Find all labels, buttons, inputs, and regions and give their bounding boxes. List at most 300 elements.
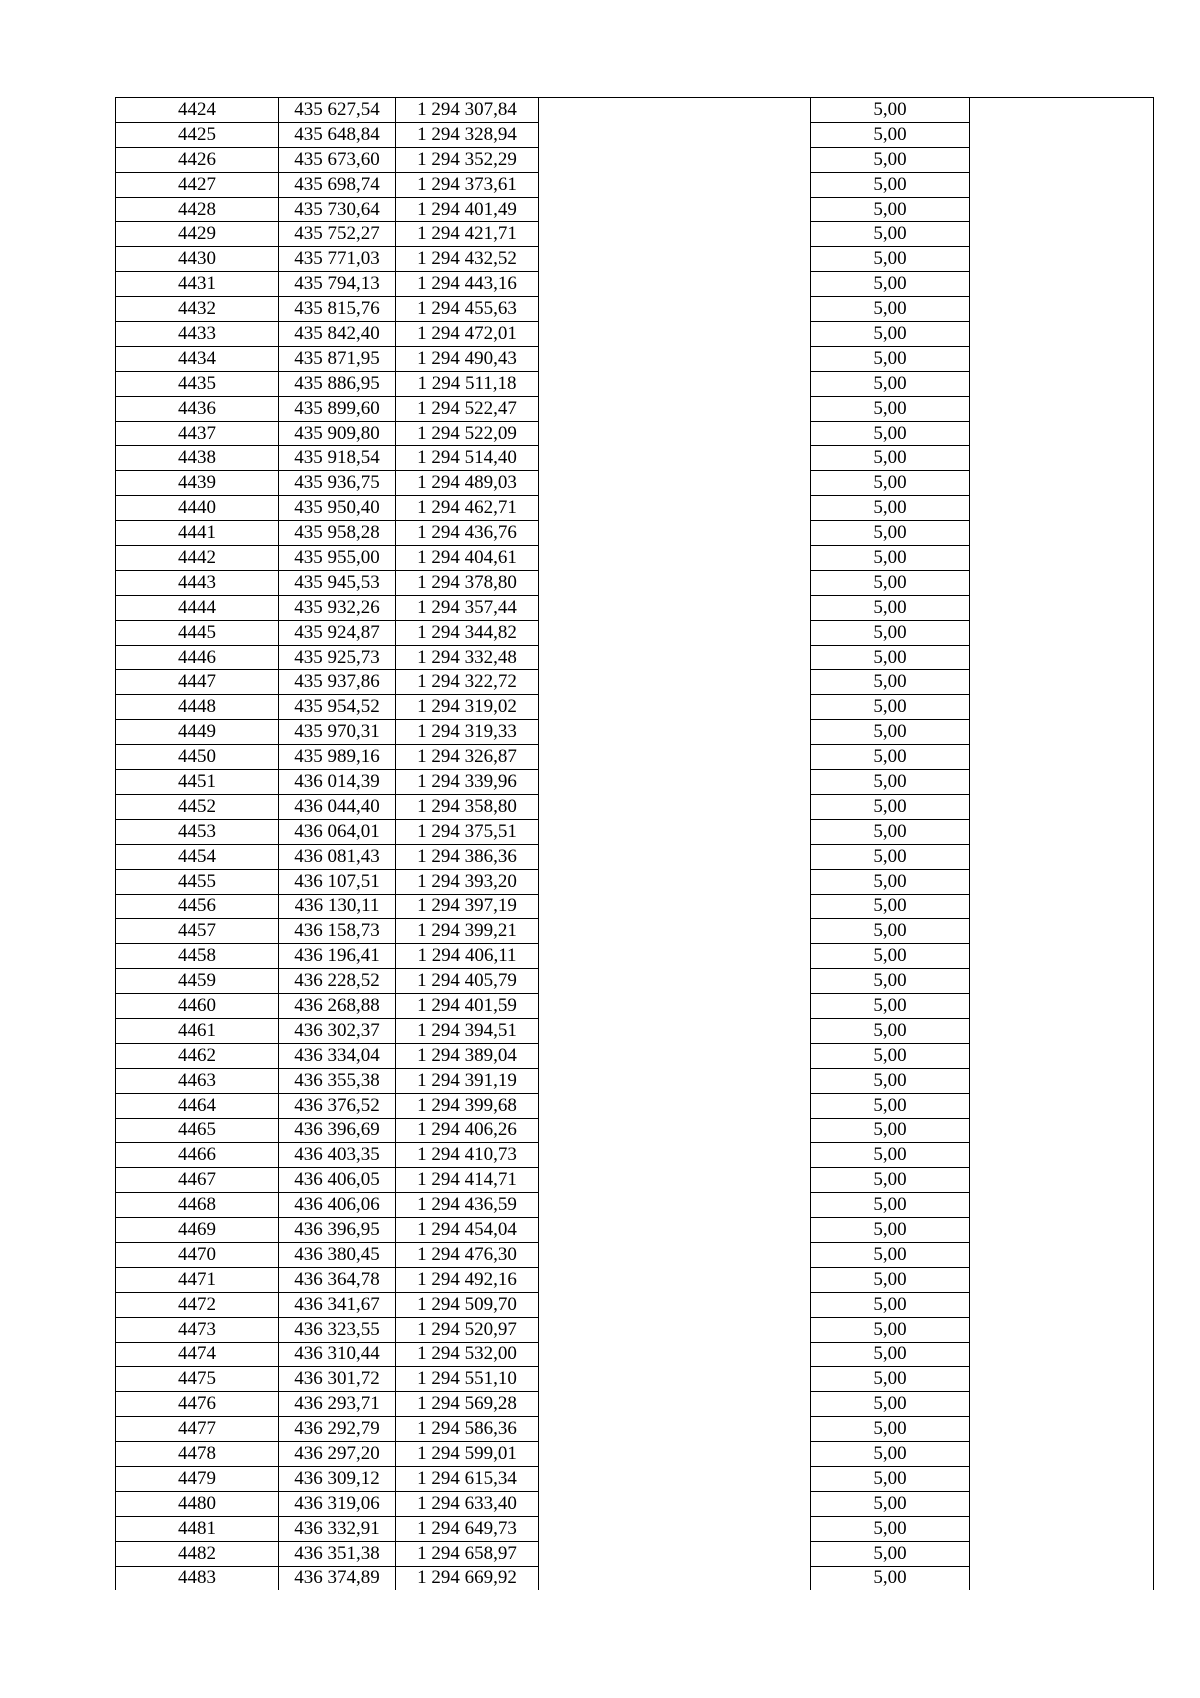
y-coordinate-cell: 1 294 322,72 [396,670,539,695]
accuracy-cell: 5,00 [811,346,970,371]
description-cell [539,1491,811,1516]
description-cell [539,122,811,147]
note-cell [970,197,1154,222]
x-coordinate-cell: 436 374,89 [279,1566,396,1590]
x-coordinate-cell: 436 396,95 [279,1218,396,1243]
accuracy-cell: 5,00 [811,147,970,172]
accuracy-cell: 5,00 [811,222,970,247]
point-number-cell: 4439 [116,471,279,496]
note-cell [970,1292,1154,1317]
note-cell [970,1143,1154,1168]
table-row [116,421,1154,446]
x-coordinate-cell: 435 958,28 [279,521,396,546]
y-coordinate-cell: 1 294 393,20 [396,869,539,894]
x-coordinate-cell: 436 297,20 [279,1442,396,1467]
accuracy-cell: 5,00 [811,1267,970,1292]
point-number-cell: 4477 [116,1417,279,1442]
point-number-cell: 4450 [116,745,279,770]
accuracy-cell: 5,00 [811,446,970,471]
description-cell [539,1093,811,1118]
y-coordinate-cell: 1 294 406,11 [396,944,539,969]
point-number-cell: 4480 [116,1491,279,1516]
x-coordinate-cell: 436 158,73 [279,919,396,944]
x-coordinate-cell: 436 351,38 [279,1541,396,1566]
accuracy-cell: 5,00 [811,1442,970,1467]
accuracy-cell: 5,00 [811,272,970,297]
note-cell [970,496,1154,521]
table-row [116,147,1154,172]
description-cell [539,1267,811,1292]
description-cell [539,546,811,571]
note-cell [970,670,1154,695]
table-row [116,620,1154,645]
note-cell [970,794,1154,819]
x-coordinate-cell: 436 044,40 [279,794,396,819]
description-cell [539,1118,811,1143]
y-coordinate-cell: 1 294 599,01 [396,1442,539,1467]
note-cell [970,1168,1154,1193]
description-cell [539,471,811,496]
description-cell [539,222,811,247]
accuracy-cell: 5,00 [811,770,970,795]
x-coordinate-cell: 435 950,40 [279,496,396,521]
accuracy-cell: 5,00 [811,819,970,844]
description-cell [539,1143,811,1168]
description-cell [539,1218,811,1243]
accuracy-cell: 5,00 [811,1417,970,1442]
x-coordinate-cell: 436 376,52 [279,1093,396,1118]
table-row [116,446,1154,471]
note-cell [970,695,1154,720]
point-number-cell: 4468 [116,1193,279,1218]
y-coordinate-cell: 1 294 404,61 [396,546,539,571]
description-cell [539,794,811,819]
table-row [116,869,1154,894]
description-cell [539,844,811,869]
note-cell [970,421,1154,446]
table-row [116,122,1154,147]
point-number-cell: 4433 [116,322,279,347]
table-row [116,546,1154,571]
description-cell [539,944,811,969]
description-cell [539,98,811,123]
table-row [116,1118,1154,1143]
note-cell [970,521,1154,546]
x-coordinate-cell: 436 323,55 [279,1317,396,1342]
y-coordinate-cell: 1 294 344,82 [396,620,539,645]
table-row [116,1043,1154,1068]
x-coordinate-cell: 435 918,54 [279,446,396,471]
table-row [116,346,1154,371]
table-row [116,695,1154,720]
point-number-cell: 4449 [116,720,279,745]
point-number-cell: 4478 [116,1442,279,1467]
point-number-cell: 4466 [116,1143,279,1168]
note-cell [970,98,1154,123]
description-cell [539,645,811,670]
note-cell [970,222,1154,247]
y-coordinate-cell: 1 294 397,19 [396,894,539,919]
note-cell [970,844,1154,869]
x-coordinate-cell: 436 107,51 [279,869,396,894]
x-coordinate-cell: 435 842,40 [279,322,396,347]
table-row [116,894,1154,919]
x-coordinate-cell: 436 301,72 [279,1367,396,1392]
accuracy-cell: 5,00 [811,794,970,819]
x-coordinate-cell: 436 302,37 [279,1018,396,1043]
point-number-cell: 4443 [116,570,279,595]
description-cell [539,1292,811,1317]
x-coordinate-cell: 436 319,06 [279,1491,396,1516]
y-coordinate-cell: 1 294 339,96 [396,770,539,795]
accuracy-cell: 5,00 [811,471,970,496]
y-coordinate-cell: 1 294 658,97 [396,1541,539,1566]
accuracy-cell: 5,00 [811,1491,970,1516]
point-number-cell: 4482 [116,1541,279,1566]
point-number-cell: 4424 [116,98,279,123]
description-cell [539,1541,811,1566]
description-cell [539,1043,811,1068]
description-cell [539,994,811,1019]
accuracy-cell: 5,00 [811,894,970,919]
accuracy-cell: 5,00 [811,1541,970,1566]
point-number-cell: 4462 [116,1043,279,1068]
point-number-cell: 4444 [116,595,279,620]
point-number-cell: 4434 [116,346,279,371]
x-coordinate-cell: 436 406,06 [279,1193,396,1218]
description-cell [539,620,811,645]
point-number-cell: 4432 [116,297,279,322]
description-cell [539,1317,811,1342]
point-number-cell: 4465 [116,1118,279,1143]
point-number-cell: 4441 [116,521,279,546]
description-cell [539,1367,811,1392]
point-number-cell: 4461 [116,1018,279,1043]
table-row [116,1242,1154,1267]
note-cell [970,346,1154,371]
point-number-cell: 4456 [116,894,279,919]
x-coordinate-cell: 436 228,52 [279,969,396,994]
table-row [116,1566,1154,1590]
x-coordinate-cell: 436 268,88 [279,994,396,1019]
note-cell [970,272,1154,297]
table-row [116,1516,1154,1541]
x-coordinate-cell: 436 364,78 [279,1267,396,1292]
x-coordinate-cell: 436 309,12 [279,1466,396,1491]
description-cell [539,346,811,371]
point-number-cell: 4472 [116,1292,279,1317]
point-number-cell: 4448 [116,695,279,720]
table-row [116,1193,1154,1218]
table-row [116,794,1154,819]
x-coordinate-cell: 435 794,13 [279,272,396,297]
x-coordinate-cell: 436 406,05 [279,1168,396,1193]
point-number-cell: 4473 [116,1317,279,1342]
accuracy-cell: 5,00 [811,994,970,1019]
table-row [116,1093,1154,1118]
point-number-cell: 4431 [116,272,279,297]
table-row [116,1342,1154,1367]
description-cell [539,1516,811,1541]
x-coordinate-cell: 436 380,45 [279,1242,396,1267]
y-coordinate-cell: 1 294 405,79 [396,969,539,994]
accuracy-cell: 5,00 [811,322,970,347]
y-coordinate-cell: 1 294 389,04 [396,1043,539,1068]
y-coordinate-cell: 1 294 669,92 [396,1566,539,1590]
accuracy-cell: 5,00 [811,521,970,546]
accuracy-cell: 5,00 [811,98,970,123]
point-number-cell: 4475 [116,1367,279,1392]
table-row [116,1292,1154,1317]
point-number-cell: 4429 [116,222,279,247]
description-cell [539,172,811,197]
table-row [116,396,1154,421]
x-coordinate-cell: 436 334,04 [279,1043,396,1068]
x-coordinate-cell: 435 673,60 [279,147,396,172]
accuracy-cell: 5,00 [811,1143,970,1168]
table-row [116,521,1154,546]
y-coordinate-cell: 1 294 394,51 [396,1018,539,1043]
note-cell [970,322,1154,347]
description-cell [539,297,811,322]
accuracy-cell: 5,00 [811,172,970,197]
table-row [116,272,1154,297]
description-cell [539,1417,811,1442]
note-cell [970,371,1154,396]
y-coordinate-cell: 1 294 532,00 [396,1342,539,1367]
note-cell [970,969,1154,994]
y-coordinate-cell: 1 294 357,44 [396,595,539,620]
x-coordinate-cell: 435 771,03 [279,247,396,272]
y-coordinate-cell: 1 294 436,59 [396,1193,539,1218]
table-row [116,595,1154,620]
point-number-cell: 4426 [116,147,279,172]
note-cell [970,147,1154,172]
x-coordinate-cell: 436 341,67 [279,1292,396,1317]
y-coordinate-cell: 1 294 421,71 [396,222,539,247]
table-row [116,1466,1154,1491]
point-number-cell: 4452 [116,794,279,819]
accuracy-cell: 5,00 [811,546,970,571]
y-coordinate-cell: 1 294 391,19 [396,1068,539,1093]
note-cell [970,1541,1154,1566]
point-number-cell: 4453 [116,819,279,844]
description-cell [539,147,811,172]
x-coordinate-cell: 436 310,44 [279,1342,396,1367]
table-row [116,471,1154,496]
table-row [116,645,1154,670]
accuracy-cell: 5,00 [811,1168,970,1193]
note-cell [970,1093,1154,1118]
accuracy-cell: 5,00 [811,844,970,869]
note-cell [970,1118,1154,1143]
y-coordinate-cell: 1 294 569,28 [396,1392,539,1417]
point-number-cell: 4430 [116,247,279,272]
y-coordinate-cell: 1 294 514,40 [396,446,539,471]
point-number-cell: 4479 [116,1466,279,1491]
point-number-cell: 4446 [116,645,279,670]
description-cell [539,1566,811,1590]
table-row [116,994,1154,1019]
description-cell [539,446,811,471]
table-row [116,944,1154,969]
x-coordinate-cell: 435 989,16 [279,745,396,770]
y-coordinate-cell: 1 294 406,26 [396,1118,539,1143]
note-cell [970,1392,1154,1417]
table-row [116,1367,1154,1392]
note-cell [970,645,1154,670]
x-coordinate-cell: 436 064,01 [279,819,396,844]
description-cell [539,1242,811,1267]
y-coordinate-cell: 1 294 399,21 [396,919,539,944]
accuracy-cell: 5,00 [811,1242,970,1267]
accuracy-cell: 5,00 [811,247,970,272]
x-coordinate-cell: 435 945,53 [279,570,396,595]
accuracy-cell: 5,00 [811,122,970,147]
point-number-cell: 4474 [116,1342,279,1367]
accuracy-cell: 5,00 [811,396,970,421]
y-coordinate-cell: 1 294 326,87 [396,745,539,770]
point-number-cell: 4467 [116,1168,279,1193]
point-number-cell: 4476 [116,1392,279,1417]
accuracy-cell: 5,00 [811,496,970,521]
y-coordinate-cell: 1 294 432,52 [396,247,539,272]
note-cell [970,247,1154,272]
description-cell [539,869,811,894]
y-coordinate-cell: 1 294 319,33 [396,720,539,745]
x-coordinate-cell: 435 815,76 [279,297,396,322]
accuracy-cell: 5,00 [811,1118,970,1143]
accuracy-cell: 5,00 [811,1317,970,1342]
note-cell [970,122,1154,147]
accuracy-cell: 5,00 [811,1218,970,1243]
coordinates-table [115,97,1154,1590]
table-row [116,745,1154,770]
accuracy-cell: 5,00 [811,1516,970,1541]
note-cell [970,620,1154,645]
point-number-cell: 4464 [116,1093,279,1118]
description-cell [539,396,811,421]
x-coordinate-cell: 435 924,87 [279,620,396,645]
note-cell [970,1417,1154,1442]
description-cell [539,272,811,297]
table-row [116,1442,1154,1467]
table-row [116,969,1154,994]
accuracy-cell: 5,00 [811,944,970,969]
note-cell [970,1317,1154,1342]
accuracy-cell: 5,00 [811,1043,970,1068]
accuracy-cell: 5,00 [811,720,970,745]
note-cell [970,1566,1154,1590]
y-coordinate-cell: 1 294 319,02 [396,695,539,720]
table-row [116,322,1154,347]
accuracy-cell: 5,00 [811,595,970,620]
x-coordinate-cell: 435 970,31 [279,720,396,745]
note-cell [970,1491,1154,1516]
point-number-cell: 4459 [116,969,279,994]
note-cell [970,1342,1154,1367]
x-coordinate-cell: 435 909,80 [279,421,396,446]
note-cell [970,1218,1154,1243]
table-row [116,197,1154,222]
point-number-cell: 4457 [116,919,279,944]
point-number-cell: 4428 [116,197,279,222]
x-coordinate-cell: 436 014,39 [279,770,396,795]
point-number-cell: 4451 [116,770,279,795]
x-coordinate-cell: 435 698,74 [279,172,396,197]
table-row [116,172,1154,197]
note-cell [970,894,1154,919]
point-number-cell: 4445 [116,620,279,645]
accuracy-cell: 5,00 [811,620,970,645]
point-number-cell: 4455 [116,869,279,894]
description-cell [539,745,811,770]
accuracy-cell: 5,00 [811,869,970,894]
note-cell [970,1267,1154,1292]
note-cell [970,396,1154,421]
y-coordinate-cell: 1 294 375,51 [396,819,539,844]
table-row [116,819,1154,844]
point-number-cell: 4447 [116,670,279,695]
table-row [116,1218,1154,1243]
description-cell [539,496,811,521]
y-coordinate-cell: 1 294 401,59 [396,994,539,1019]
x-coordinate-cell: 436 293,71 [279,1392,396,1417]
x-coordinate-cell: 436 396,69 [279,1118,396,1143]
y-coordinate-cell: 1 294 649,73 [396,1516,539,1541]
description-cell [539,894,811,919]
accuracy-cell: 5,00 [811,570,970,595]
note-cell [970,944,1154,969]
table-row [116,297,1154,322]
description-cell [539,421,811,446]
x-coordinate-cell: 436 403,35 [279,1143,396,1168]
y-coordinate-cell: 1 294 410,73 [396,1143,539,1168]
note-cell [970,869,1154,894]
table-row [116,222,1154,247]
note-cell [970,770,1154,795]
description-cell [539,1342,811,1367]
y-coordinate-cell: 1 294 476,30 [396,1242,539,1267]
point-number-cell: 4458 [116,944,279,969]
accuracy-cell: 5,00 [811,297,970,322]
x-coordinate-cell: 436 332,91 [279,1516,396,1541]
accuracy-cell: 5,00 [811,1018,970,1043]
x-coordinate-cell: 435 886,95 [279,371,396,396]
y-coordinate-cell: 1 294 551,10 [396,1367,539,1392]
note-cell [970,919,1154,944]
y-coordinate-cell: 1 294 586,36 [396,1417,539,1442]
y-coordinate-cell: 1 294 332,48 [396,645,539,670]
y-coordinate-cell: 1 294 462,71 [396,496,539,521]
x-coordinate-cell: 435 954,52 [279,695,396,720]
note-cell [970,1442,1154,1467]
y-coordinate-cell: 1 294 520,97 [396,1317,539,1342]
accuracy-cell: 5,00 [811,371,970,396]
y-coordinate-cell: 1 294 443,16 [396,272,539,297]
description-cell [539,819,811,844]
y-coordinate-cell: 1 294 399,68 [396,1093,539,1118]
table-row [116,496,1154,521]
x-coordinate-cell: 436 130,11 [279,894,396,919]
description-cell [539,1168,811,1193]
y-coordinate-cell: 1 294 492,16 [396,1267,539,1292]
x-coordinate-cell: 435 627,54 [279,98,396,123]
table-row [116,1491,1154,1516]
point-number-cell: 4463 [116,1068,279,1093]
description-cell [539,570,811,595]
table-row [116,1267,1154,1292]
